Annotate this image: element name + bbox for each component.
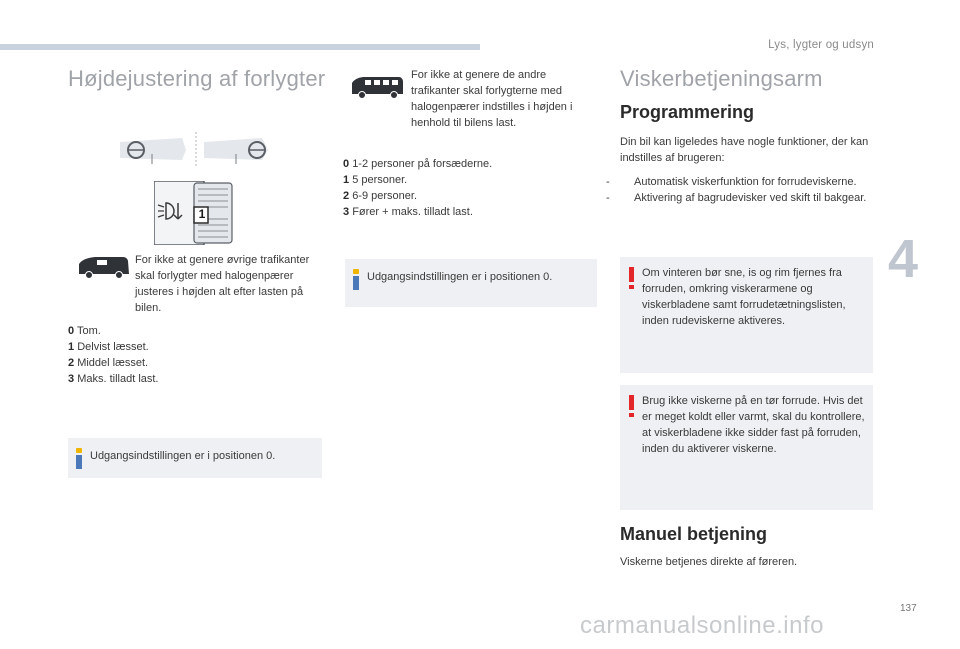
- list-item: - Aktivering af bagrudevisker ved skift til bakgear.: [606, 192, 867, 204]
- van-icon: [75, 254, 131, 280]
- info-icon: [353, 269, 359, 289]
- left-position-list: [68, 323, 318, 387]
- list-item: 0 Tom.: [68, 325, 101, 337]
- chapter-number: 4: [888, 229, 919, 289]
- headlamp-dial-illustration[interactable]: [154, 181, 236, 245]
- page-number: 137: [900, 603, 917, 614]
- left-info-box: Udgangsindstillingen er i positionen 0.: [68, 438, 322, 478]
- manual-text: Viskerne betjenes direkte af føreren.: [620, 556, 798, 568]
- warning-icon: [628, 267, 636, 289]
- programming-intro: Din bil kan ligeledes have nogle funktioner, der kan indstilles af brugeren:: [620, 136, 869, 164]
- warning-icon: [628, 395, 636, 417]
- list-item: 0 1-2 personer på forsæderne.: [343, 158, 493, 170]
- watermark: carmanualsonline.info: [580, 612, 824, 639]
- list-item: 3 Maks. tilladt last.: [68, 373, 159, 385]
- list-item: 1 Delvist læsset.: [68, 341, 149, 353]
- list-item: 1 5 personer.: [343, 174, 408, 186]
- headlamp-adjust-title: Højdejustering af forlygter: [68, 66, 326, 91]
- programming-heading: Programmering: [620, 102, 755, 122]
- dial-position-label: 1: [198, 207, 206, 221]
- middle-info-box: Udgangsindstillingen er i positionen 0.: [345, 259, 597, 307]
- warning-box-winter: Om vinteren bør sne, is og rim fjernes fra forruden, omkring viskerarmene og viskerbladene samt forrudetætningslisten, inden rudeviskerne aktiveres.: [620, 257, 873, 373]
- warning-box-dry: Brug ikke viskerne på en tør forrude. Hvis det er meget koldt eller varmt, skal du kontrollere, at viskerbladene ikke sidder fast på forruden, inden du aktiverer viskerne.: [620, 385, 873, 510]
- list-item: 2 Middel læsset.: [68, 357, 149, 369]
- list-item: 3 Fører + maks. tilladt last.: [343, 206, 473, 218]
- list-item: 2 6-9 personer.: [343, 190, 418, 202]
- list-item: - Automatisk viskerfunktion for forrudeviskerne.: [606, 176, 857, 188]
- programming-list: [606, 174, 875, 206]
- section-header: Lys, lygter og udsyn: [768, 39, 874, 51]
- wiper-title: Viskerbetjeningsarm: [620, 66, 823, 91]
- minibus-icon: [349, 74, 405, 100]
- info-icon: [76, 448, 82, 468]
- minibus-description: For ikke at genere de andre trafikanter skal forlygterne med halogenpærer indstilles i højden i henhold til bilens last.: [411, 69, 573, 129]
- van-description: For ikke at genere øvrige trafikanter skal forlygter med halogenpærer justeres i højden alt efter lasten på bilen.: [135, 254, 310, 314]
- headlight-beam-illustration: [112, 130, 282, 170]
- top-accent-bar: [0, 44, 480, 50]
- middle-position-list: [343, 156, 593, 220]
- manual-heading: Manuel betjening: [620, 524, 768, 544]
